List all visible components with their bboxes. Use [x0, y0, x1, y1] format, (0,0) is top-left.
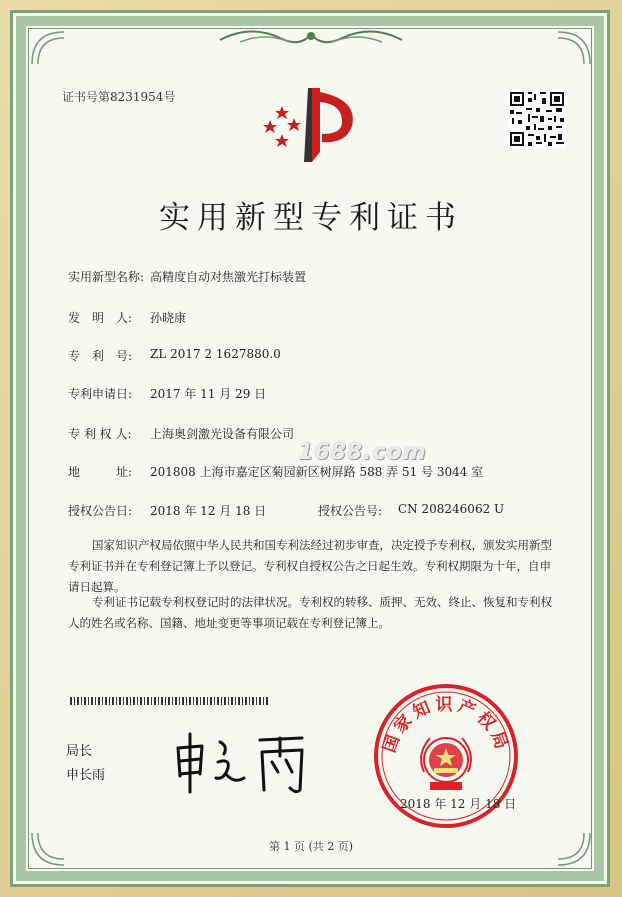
seal-date: 2018 年 12 月 18 日 [400, 797, 517, 811]
watermark-text: 1688.com [298, 440, 427, 465]
barcode-strip [70, 697, 270, 705]
address-label: 地 址: [68, 465, 133, 479]
grant-number-value: CN 208246062 U [398, 502, 505, 516]
patent-number-label: 专 利 号: [68, 349, 133, 363]
handwritten-signature [168, 728, 318, 798]
signatory-name: 申长雨 [66, 768, 106, 783]
grant-date-value: 2018 年 12 月 18 日 [150, 504, 267, 518]
signatory-title: 局长 [66, 744, 93, 759]
corner-ornament-top-left [30, 30, 66, 66]
qr-code [508, 90, 566, 148]
patentee-value: 上海奥剑激光设备有限公司 [150, 427, 295, 441]
legal-status-paragraph: 专利证书记载专利权登记时的法律状况。专利权的转移、质押、无效、终止、恢复和专利权人的姓名或名称、国籍、地址变更等事项记载在专利登记簿上。 [68, 595, 552, 630]
certificate-number: 证书号第8231954号 [62, 90, 176, 104]
inventor-value: 孙晓康 [150, 311, 187, 325]
inventor-label: 发 明 人: [68, 311, 133, 325]
utility-name-value: 高精度自动对焦激光打标装置 [150, 270, 307, 284]
top-ornament [210, 22, 412, 52]
patent-office-logo [260, 82, 364, 166]
utility-name-label: 实用新型名称: [68, 270, 145, 284]
svg-text:国家知识产权局: 国家知识产权局 [379, 695, 513, 756]
patentee-label: 专 利 权 人: [68, 427, 132, 441]
grant-date-label: 授权公告日: [68, 504, 133, 518]
certificate-title: 实用新型专利证书 [159, 200, 463, 236]
grant-statement-paragraph: 国家知识产权局依照中华人民共和国专利法经过初步审查，决定授予专利权，颁发实用新型专利证书并在专利登记簿上予以登记。专利权自授权公告之日起生效。专利权期限为十年，自申请日起算。 [68, 538, 552, 594]
address-value: 201808 上海市嘉定区菊园新区树屏路 588 弄 51 号 3044 室 [150, 465, 484, 479]
page-number: 第 1 页 (共 2 页) [268, 840, 354, 853]
filing-date-label: 专利申请日: [68, 387, 133, 401]
patent-number-value: ZL 2017 2 1627880.0 [150, 347, 281, 361]
grant-number-label: 授权公告号: [318, 504, 383, 518]
corner-ornament-top-right [556, 30, 592, 66]
filing-date-value: 2017 年 11 月 29 日 [150, 387, 267, 401]
